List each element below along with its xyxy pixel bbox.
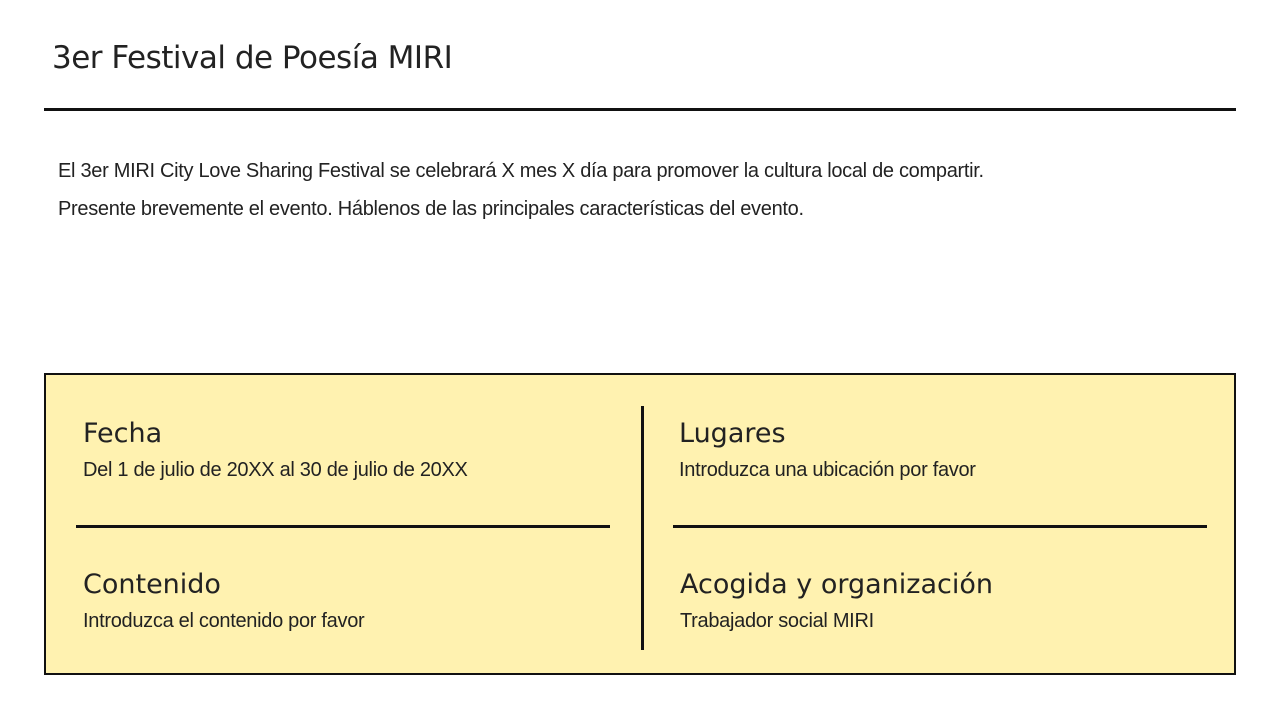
slide-title: 3er Festival de Poesía MIRI [52, 40, 453, 76]
vertical-divider [641, 406, 644, 650]
right-horizontal-divider [673, 525, 1207, 528]
hosting-heading: Acogida y organización [680, 569, 993, 600]
content-text: Introduzca el contenido por favor [83, 610, 365, 632]
title-divider [44, 108, 1236, 111]
places-text: Introduzca una ubicación por favor [679, 459, 976, 481]
date-heading: Fecha [83, 418, 163, 449]
places-section [679, 416, 1199, 484]
places-heading: Lugares [679, 418, 786, 449]
date-text: Del 1 de julio de 20XX al 30 de julio de 20XX [83, 459, 468, 481]
intro-text [58, 152, 1208, 228]
left-horizontal-divider [76, 525, 610, 528]
date-section [83, 416, 603, 484]
hosting-text: Trabajador social MIRI [680, 610, 874, 632]
content-section [83, 567, 603, 635]
content-heading: Contenido [83, 569, 221, 600]
intro-line-1: El 3er MIRI City Love Sharing Festival se celebrará X mes X día para promover la cultura local de compartir. [58, 160, 984, 182]
event-info-box [44, 373, 1236, 675]
intro-line-2: Presente brevemente el evento. Háblenos de las principales características del evento. [58, 198, 804, 220]
hosting-section [680, 567, 1200, 635]
